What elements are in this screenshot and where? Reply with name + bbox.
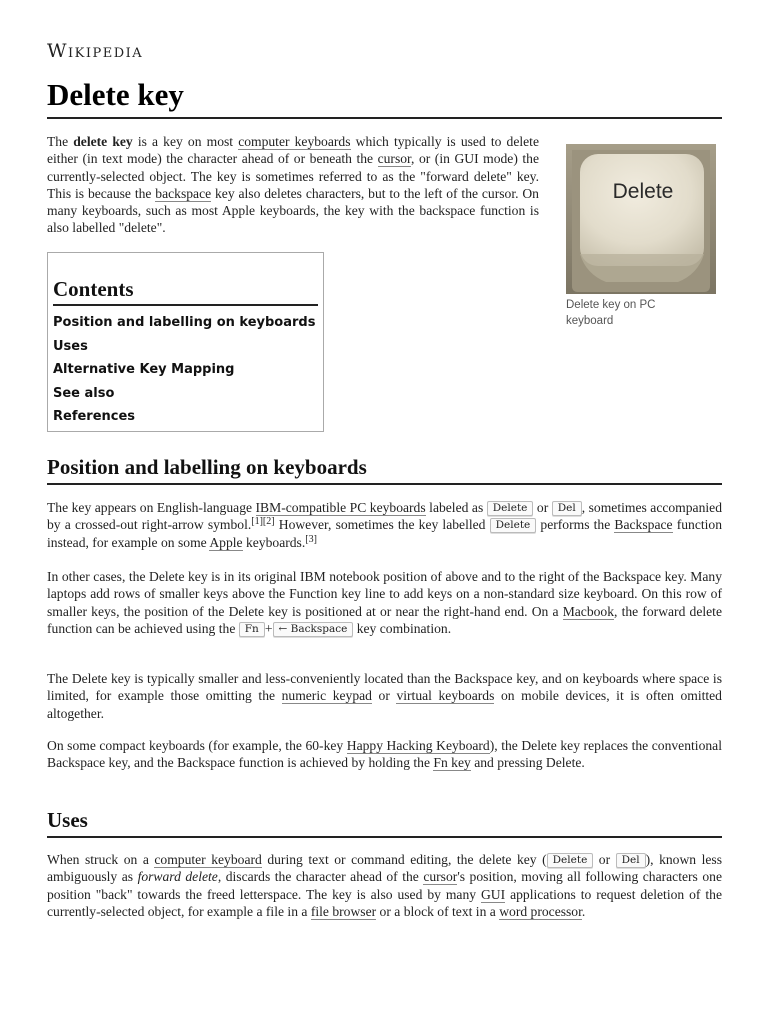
link-macbook[interactable]: Macbook xyxy=(562,603,615,619)
table-of-contents xyxy=(47,252,324,432)
text-run: or xyxy=(371,688,397,704)
bold-term: delete key xyxy=(73,134,133,149)
text-run: The xyxy=(47,134,74,149)
text-run: or xyxy=(593,852,616,867)
kbd-del: Del xyxy=(552,501,582,516)
text-run: during text or command editing, the delete key ( xyxy=(261,852,547,867)
link-numeric-keypad[interactable]: numeric keypad xyxy=(281,688,372,704)
link-backspace[interactable]: Backspace xyxy=(614,517,673,533)
kbd-fn: Fn xyxy=(239,622,265,637)
link-gui[interactable]: GUI xyxy=(480,886,506,902)
text-run: and pressing Delete. xyxy=(470,755,585,771)
delete-key-photo[interactable] xyxy=(566,144,716,294)
citation-3[interactable]: [3] xyxy=(305,533,317,545)
link-computer-keyboard[interactable]: computer keyboard xyxy=(154,852,262,867)
text-run: ), known less ambiguously as xyxy=(47,852,722,885)
kbd-delete: Delete xyxy=(487,501,534,516)
italic-term: forward delete xyxy=(137,869,218,885)
link-computer-keyboards[interactable]: computer keyboards xyxy=(238,134,351,149)
keycap-label: Delete xyxy=(612,180,674,203)
text-run: keyboards. xyxy=(242,534,306,550)
text-run: In other cases, the Delete key is in its original IBM notebook position of above and to the right of the Backspace key. Many laptops add rows of smaller keys above the Function key line to add keys on a non-standard size keyboard. On this row of smaller keys, the position of the Delete key is positioned at or near the right-hand end. On a xyxy=(47,569,722,619)
text-run: However, sometimes the key labelled xyxy=(274,517,490,533)
text-run: . xyxy=(581,903,586,919)
link-cursor[interactable]: cursor xyxy=(377,151,412,167)
infobox-figure xyxy=(566,144,718,329)
text-run: When struck on a xyxy=(47,852,155,867)
toc-list xyxy=(53,311,318,429)
text-run: + xyxy=(264,620,273,636)
text-run: , discards the character ahead of the xyxy=(217,869,424,885)
text-run: The Delete key is typically smaller and less-conveniently located than the Backspace key, and on keyboards where space is limited, for example those omitting the xyxy=(47,671,722,704)
link-happy-hacking-keyboard[interactable]: Happy Hacking Keyboard xyxy=(346,738,490,753)
text-run: on mobile devices, it is often omitted altogether. xyxy=(47,688,722,721)
link-backspace[interactable]: backspace xyxy=(155,185,212,201)
text-run: On some compact keyboards (for example, the 60-key xyxy=(47,738,347,753)
citation-1-2[interactable]: [1][2] xyxy=(251,516,275,528)
page-title: Delete key xyxy=(47,76,722,119)
text-run: key also deletes characters, but to the left of the cursor. On many keyboards, such as most Apple keyboards, the key with the backspace function is also labelled "delete". xyxy=(47,185,539,236)
toc-item-see-also[interactable]: See also xyxy=(53,385,115,401)
link-word-processor[interactable]: word processor xyxy=(499,903,582,919)
intro-paragraph xyxy=(47,133,539,237)
text-run: , the forward delete function can be achieved using the xyxy=(47,603,722,636)
position-paragraph-1 xyxy=(47,499,722,551)
toc-item-alternative-key-mapping[interactable]: Alternative Key Mapping xyxy=(53,362,235,377)
text-run: The key appears on English-language xyxy=(47,500,256,515)
text-run: or a block of text in a xyxy=(376,903,500,919)
link-fn-key[interactable]: Fn key xyxy=(433,755,471,771)
kbd-del: Del xyxy=(616,853,646,868)
text-run: ), the Delete key replaces the conventional Backspace key, and the Backspace function is achieved by holding the xyxy=(47,738,722,771)
position-paragraph-3 xyxy=(47,670,722,722)
section-heading-uses: Uses xyxy=(47,806,722,838)
text-run: 's position, moving all following characters one position "back" towards the freed letterspace. The key is also used by many xyxy=(47,869,722,902)
toc-item-uses[interactable]: Uses xyxy=(53,338,88,354)
figure-caption: Delete key on PC keyboard xyxy=(566,299,656,327)
toc-title: Contents xyxy=(53,275,318,306)
text-run: key combination. xyxy=(353,620,452,636)
position-paragraph-2 xyxy=(47,568,722,637)
text-run: which typically is used to delete either (in text mode) the character ahead of or beneath the xyxy=(47,134,539,167)
link-virtual-keyboards[interactable]: virtual keyboards xyxy=(396,688,495,704)
toc-item-position[interactable]: Position and labelling on keyboards xyxy=(53,315,316,330)
link-ibm-compatible[interactable]: IBM-compatible PC keyboards xyxy=(255,500,426,515)
text-run: function instead, for example on some xyxy=(47,517,723,550)
kbd-backspace: ← Backspace xyxy=(273,622,354,637)
uses-paragraph-1 xyxy=(47,851,722,920)
toc-item-references[interactable]: References xyxy=(53,409,136,424)
text-run: , or (in GUI mode) the currently-selected object. The key is sometimes referred to as the "forward delete" key. This is because the xyxy=(47,151,539,201)
link-file-browser[interactable]: file browser xyxy=(310,903,377,919)
section-heading-position: Position and labelling on keyboards xyxy=(47,453,722,485)
position-paragraph-4 xyxy=(47,737,722,772)
text-run: , sometimes accompanied by a crossed-out right-arrow symbol. xyxy=(47,500,722,533)
text-run: labeled as xyxy=(425,500,487,515)
text-run: is a key on most xyxy=(132,134,239,149)
text-run: or xyxy=(533,500,552,515)
text-run: performs the xyxy=(536,517,615,533)
link-apple[interactable]: Apple xyxy=(209,534,243,550)
kbd-delete: Delete xyxy=(490,518,537,533)
link-cursor[interactable]: cursor xyxy=(423,869,458,885)
text-run: applications to request deletion of the currently-selected object, for example a file in a xyxy=(47,886,722,919)
kbd-delete: Delete xyxy=(547,853,594,868)
wikipedia-wordmark[interactable]: Wikipedia xyxy=(47,40,144,62)
